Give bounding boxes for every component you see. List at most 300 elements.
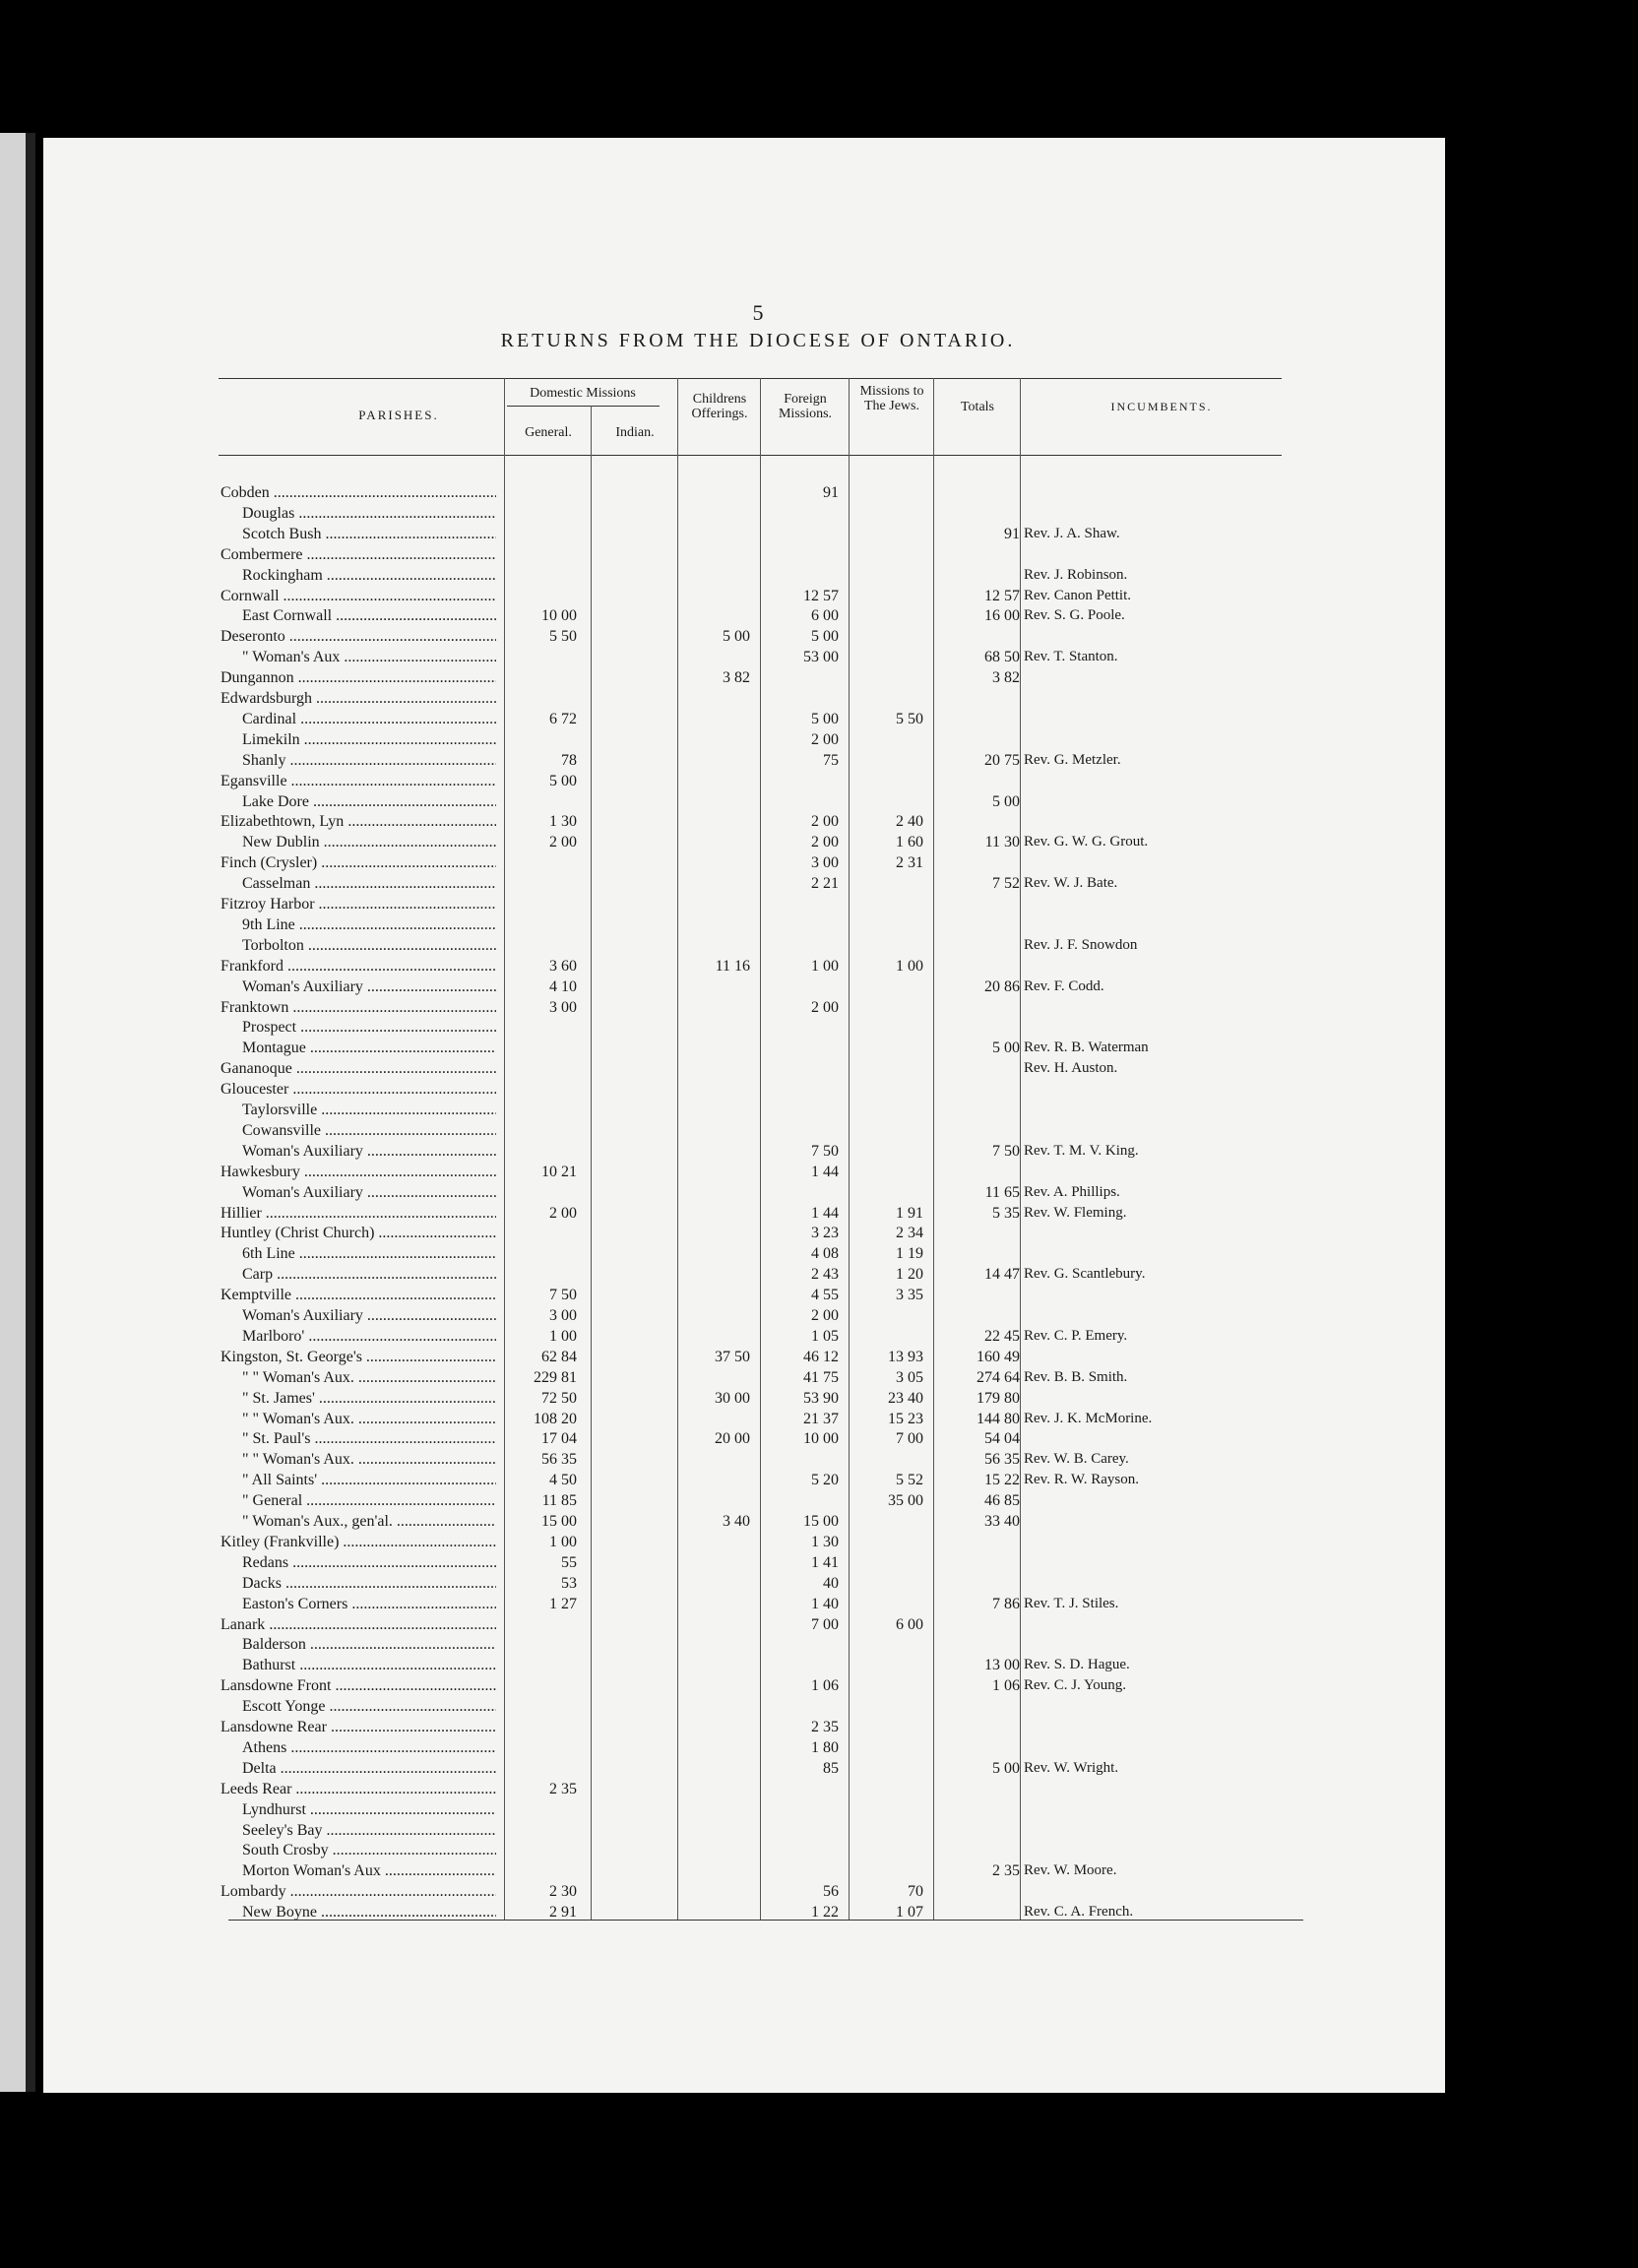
- jews-value: 15 23: [888, 1410, 923, 1427]
- table-row: [0, 1779, 1280, 1799]
- table-row: [0, 1594, 1280, 1614]
- parish-name: Shanly .....: [242, 750, 496, 771]
- table-row: [0, 832, 1280, 852]
- jews-value: 35 00: [888, 1492, 923, 1510]
- total-value: 2 35: [992, 1862, 1020, 1880]
- total-value: 5 00: [992, 1040, 1020, 1057]
- total-value: 68 50: [984, 649, 1020, 666]
- general-value: 17 04: [541, 1430, 577, 1448]
- parish-name: Combermere .....: [220, 544, 496, 565]
- parish-name: Huntley (Christ Church) .....: [220, 1223, 496, 1243]
- general-value: 62 84: [541, 1348, 577, 1365]
- table-row: [0, 1264, 1280, 1285]
- parish-name: Torbolton .....: [242, 935, 496, 956]
- parish-name: " " Woman's Aux. .....: [242, 1449, 496, 1470]
- table-row: [0, 626, 1280, 647]
- foreign-value: 56: [823, 1883, 839, 1901]
- foreign-value: 85: [823, 1759, 839, 1777]
- table-row: [0, 586, 1280, 606]
- foreign-value: 1 22: [811, 1904, 839, 1922]
- total-value: 16 00: [984, 607, 1020, 625]
- header-bottom-rule: [219, 455, 1282, 456]
- foreign-value: 1 05: [811, 1327, 839, 1345]
- total-value: 7 52: [992, 875, 1020, 893]
- total-value: 20 86: [984, 977, 1020, 995]
- general-value: 10 00: [541, 607, 577, 625]
- children-value: 20 00: [715, 1430, 750, 1448]
- parish-name: Frankford .....: [220, 956, 496, 976]
- incumbent-name: Rev. J. Robinson.: [1024, 566, 1128, 583]
- parish-name: Easton's Corners .....: [242, 1594, 496, 1614]
- foreign-value: 1 41: [811, 1553, 839, 1571]
- parish-name: Dungannon .....: [220, 667, 496, 688]
- parish-name: Rockingham .....: [242, 565, 496, 586]
- total-value: 91: [1004, 525, 1020, 542]
- table-row: [0, 1881, 1280, 1902]
- jews-value: 1 60: [896, 834, 923, 851]
- table-row: [0, 1717, 1280, 1737]
- foreign-value: 2 00: [811, 998, 839, 1016]
- parish-name: Kitley (Frankville) .....: [220, 1532, 496, 1552]
- incumbent-name: Rev. F. Codd.: [1024, 977, 1104, 994]
- general-value: 3 00: [549, 998, 577, 1016]
- table-row: [0, 873, 1280, 894]
- foreign-value: 2 21: [811, 875, 839, 893]
- parish-name: Limekiln .....: [242, 729, 496, 750]
- parish-name: " Woman's Aux .....: [242, 647, 496, 667]
- general-value: 56 35: [541, 1451, 577, 1469]
- jews-value: 1 00: [896, 957, 923, 975]
- page-title: RETURNS FROM THE DIOCESE OF ONTARIO.: [500, 330, 1016, 351]
- table-row: [0, 1223, 1280, 1243]
- parish-name: Gloucester .....: [220, 1079, 496, 1100]
- parish-name: Fitzroy Harbor .....: [220, 894, 496, 914]
- incumbent-name: Rev. S. G. Poole.: [1024, 607, 1125, 624]
- general-value: 2 00: [549, 1204, 577, 1222]
- incumbent-name: Rev. J. F. Snowdon: [1024, 936, 1138, 953]
- foreign-value: 40: [823, 1574, 839, 1592]
- foreign-value: 1 00: [811, 957, 839, 975]
- foreign-value: 2 43: [811, 1266, 839, 1284]
- table-row: [0, 1326, 1280, 1347]
- header-domestic: Domestic Missions: [530, 386, 636, 401]
- parish-name: Dacks .....: [242, 1573, 496, 1594]
- parish-name: Hawkesbury .....: [220, 1162, 496, 1182]
- table-row: [0, 1203, 1280, 1224]
- parish-name: " General .....: [242, 1490, 496, 1511]
- parish-name: " All Saints' .....: [242, 1470, 496, 1490]
- general-value: 2 35: [549, 1780, 577, 1797]
- general-value: 4 10: [549, 977, 577, 995]
- table-row: [0, 1285, 1280, 1305]
- general-value: 3 00: [549, 1307, 577, 1324]
- incumbent-name: Rev. T. M. V. King.: [1024, 1142, 1139, 1159]
- parish-name: " St. Paul's .....: [242, 1428, 496, 1449]
- incumbent-name: Rev. W. J. Bate.: [1024, 875, 1118, 892]
- table-row: [0, 524, 1280, 544]
- total-value: 179 80: [976, 1389, 1020, 1407]
- incumbent-name: Rev. H. Auston.: [1024, 1060, 1118, 1077]
- table-row: [0, 1490, 1280, 1511]
- incumbent-name: Rev. S. D. Hague.: [1024, 1657, 1130, 1673]
- table-row: [0, 894, 1280, 914]
- general-value: 7 50: [549, 1287, 577, 1304]
- table-row: [0, 1449, 1280, 1470]
- foreign-value: 21 37: [803, 1410, 839, 1427]
- parish-name: Lansdowne Front .....: [220, 1675, 496, 1696]
- table-row: [0, 997, 1280, 1018]
- foreign-value: 5 00: [811, 628, 839, 646]
- page-number: 5: [752, 300, 764, 325]
- parish-name: Kemptville .....: [220, 1285, 496, 1305]
- table-row: [0, 667, 1280, 688]
- table-row: [0, 565, 1280, 586]
- table-row: [0, 1573, 1280, 1594]
- total-value: 11 30: [984, 834, 1020, 851]
- table-row: [0, 1347, 1280, 1367]
- parish-name: Edwardsburgh .....: [220, 688, 496, 709]
- jews-value: 2 34: [896, 1225, 923, 1242]
- total-value: 144 80: [976, 1410, 1020, 1427]
- parish-name: South Crosby .....: [242, 1840, 496, 1860]
- table-row: [0, 1860, 1280, 1881]
- foreign-value: 10 00: [803, 1430, 839, 1448]
- foreign-value: 6 00: [811, 607, 839, 625]
- parish-name: 9th Line .....: [242, 914, 496, 935]
- children-value: 5 00: [723, 628, 750, 646]
- table-row: [0, 1614, 1280, 1635]
- total-value: 7 86: [992, 1595, 1020, 1612]
- parish-name: " St. James' .....: [242, 1388, 496, 1409]
- table-row: [0, 1243, 1280, 1264]
- parish-name: Woman's Auxiliary .....: [242, 1182, 496, 1203]
- parish-name: Scotch Bush .....: [242, 524, 496, 544]
- table-row: [0, 1675, 1280, 1696]
- jews-value: 3 05: [896, 1368, 923, 1386]
- table-row: [0, 1840, 1280, 1860]
- foreign-value: 5 00: [811, 710, 839, 727]
- foreign-value: 1 80: [811, 1738, 839, 1756]
- incumbent-name: Rev. J. K. McMorine.: [1024, 1410, 1153, 1426]
- parish-name: Bathurst .....: [242, 1655, 496, 1675]
- table-row: [0, 1017, 1280, 1038]
- foreign-value: 3 23: [811, 1225, 839, 1242]
- general-value: 3 60: [549, 957, 577, 975]
- foreign-value: 1 44: [811, 1163, 839, 1180]
- header-general: General.: [525, 425, 572, 440]
- foreign-value: 46 12: [803, 1348, 839, 1365]
- table-row: [0, 1511, 1280, 1532]
- parish-name: Redans .....: [242, 1552, 496, 1573]
- incumbent-name: Rev. C. P. Emery.: [1024, 1327, 1128, 1344]
- table-row: [0, 1552, 1280, 1573]
- parish-name: Woman's Auxiliary .....: [242, 1141, 496, 1162]
- general-value: 72 50: [541, 1389, 577, 1407]
- table-row: [0, 1428, 1280, 1449]
- foreign-value: 91: [823, 484, 839, 501]
- header-incumbents: INCUMBENTS.: [1110, 400, 1213, 413]
- total-value: 54 04: [984, 1430, 1020, 1448]
- foreign-value: 2 00: [811, 813, 839, 831]
- parish-name: New Boyne .....: [242, 1902, 496, 1922]
- foreign-value: 2 00: [811, 834, 839, 851]
- incumbent-name: Rev. T. Stanton.: [1024, 649, 1118, 665]
- parish-name: Prospect .....: [242, 1017, 496, 1038]
- table-row: [0, 956, 1280, 976]
- table-row: [0, 1758, 1280, 1779]
- foreign-value: 1 06: [811, 1677, 839, 1695]
- parish-name: East Cornwall .....: [242, 605, 496, 626]
- total-value: 56 35: [984, 1451, 1020, 1469]
- parish-name: Morton Woman's Aux .....: [242, 1860, 496, 1881]
- table-row: [0, 1162, 1280, 1182]
- children-value: 30 00: [715, 1389, 750, 1407]
- parish-name: Montague .....: [242, 1038, 496, 1058]
- incumbent-name: Rev. C. A. French.: [1024, 1904, 1134, 1921]
- total-value: 14 47: [984, 1266, 1020, 1284]
- table-row: [0, 1799, 1280, 1820]
- table-row: [0, 1696, 1280, 1717]
- parish-name: Woman's Auxiliary .....: [242, 976, 496, 997]
- parish-name: Finch (Crysler) .....: [220, 852, 496, 873]
- table-row: [0, 1634, 1280, 1655]
- jews-value: 1 07: [896, 1904, 923, 1922]
- parish-name: Cobden .....: [220, 482, 496, 503]
- total-value: 11 65: [984, 1183, 1020, 1201]
- jews-value: 13 93: [888, 1348, 923, 1365]
- foreign-value: 5 20: [811, 1472, 839, 1489]
- table-row: [0, 750, 1280, 771]
- children-value: 11 16: [715, 957, 750, 975]
- parish-name: Gananoque .....: [220, 1058, 496, 1079]
- table-row: [0, 1100, 1280, 1120]
- total-value: 5 35: [992, 1204, 1020, 1222]
- total-value: 5 00: [992, 1759, 1020, 1777]
- parish-name: Kingston, St. George's .....: [220, 1347, 496, 1367]
- general-value: 78: [561, 751, 577, 769]
- header-indian: Indian.: [615, 425, 655, 440]
- incumbent-name: Rev. G. Scantlebury.: [1024, 1266, 1146, 1283]
- table-row: [0, 1737, 1280, 1758]
- incumbent-name: Rev. R. B. Waterman: [1024, 1040, 1149, 1056]
- general-value: 108 20: [534, 1410, 577, 1427]
- foreign-value: 4 55: [811, 1287, 839, 1304]
- foreign-value: 7 50: [811, 1142, 839, 1160]
- table-row: [0, 709, 1280, 729]
- children-value: 37 50: [715, 1348, 750, 1365]
- general-value: 15 00: [541, 1513, 577, 1530]
- parish-name: " " Woman's Aux. .....: [242, 1409, 496, 1429]
- table-row: [0, 852, 1280, 873]
- table-row: [0, 605, 1280, 626]
- table-row: [0, 791, 1280, 812]
- incumbent-name: Rev. T. J. Stiles.: [1024, 1595, 1119, 1611]
- foreign-value: 2 00: [811, 1307, 839, 1324]
- domestic-underline: [507, 406, 660, 407]
- jews-value: 1 19: [896, 1245, 923, 1263]
- general-value: 10 21: [541, 1163, 577, 1180]
- table-row: [0, 1038, 1280, 1058]
- jews-value: 2 31: [896, 854, 923, 872]
- parish-name: Cornwall .....: [220, 586, 496, 606]
- parish-name: Lanark .....: [220, 1614, 496, 1635]
- parish-name: Leeds Rear .....: [220, 1779, 496, 1799]
- table-row: [0, 914, 1280, 935]
- incumbent-name: Rev. W. Wright.: [1024, 1759, 1119, 1776]
- incumbent-name: Rev. J. A. Shaw.: [1024, 525, 1120, 541]
- jews-value: 5 50: [896, 710, 923, 727]
- foreign-value: 15 00: [803, 1513, 839, 1530]
- table-row: [0, 729, 1280, 750]
- table-row: [0, 1655, 1280, 1675]
- general-value: 1 30: [549, 813, 577, 831]
- foreign-value: 3 00: [811, 854, 839, 872]
- general-value: 11 85: [541, 1492, 577, 1510]
- incumbent-name: Rev. C. J. Young.: [1024, 1677, 1127, 1694]
- foreign-value: 1 44: [811, 1204, 839, 1222]
- parish-name: Casselman .....: [242, 873, 496, 894]
- incumbent-name: Rev. R. W. Rayson.: [1024, 1472, 1139, 1488]
- general-value: 5 00: [549, 772, 577, 789]
- table-row: [0, 976, 1280, 997]
- table-row: [0, 1305, 1280, 1326]
- table-row: [0, 1470, 1280, 1490]
- parish-name: New Dublin .....: [242, 832, 496, 852]
- parish-name: Douglas .....: [242, 503, 496, 524]
- header-jews: Missions to The Jews.: [859, 384, 924, 413]
- table-row: [0, 482, 1280, 503]
- header-totals: Totals: [960, 400, 994, 414]
- foreign-value: 75: [823, 751, 839, 769]
- table-row: [0, 1120, 1280, 1141]
- incumbent-name: Rev. Canon Pettit.: [1024, 587, 1132, 603]
- parish-name: Lyndhurst .....: [242, 1799, 496, 1820]
- table-row: [0, 811, 1280, 832]
- total-value: 15 22: [984, 1472, 1020, 1489]
- general-value: 1 27: [549, 1595, 577, 1612]
- table-row: [0, 647, 1280, 667]
- table-row: [0, 688, 1280, 709]
- header-parishes: PARISHES.: [358, 408, 439, 422]
- parish-name: Deseronto .....: [220, 626, 496, 647]
- parish-name: Cowansville .....: [242, 1120, 496, 1141]
- table-row: [0, 1388, 1280, 1409]
- table-row: [0, 1141, 1280, 1162]
- header-top-rule: [219, 378, 1282, 379]
- total-value: 1 06: [992, 1677, 1020, 1695]
- total-value: 3 82: [992, 669, 1020, 687]
- parish-name: Carp .....: [242, 1264, 496, 1285]
- foreign-value: 1 40: [811, 1595, 839, 1612]
- foreign-value: 12 57: [803, 587, 839, 604]
- foreign-value: 53 00: [803, 649, 839, 666]
- table-row: [0, 1367, 1280, 1388]
- total-value: 13 00: [984, 1657, 1020, 1674]
- incumbent-name: Rev. W. Moore.: [1024, 1862, 1117, 1879]
- foreign-value: 2 00: [811, 730, 839, 748]
- general-value: 2 00: [549, 834, 577, 851]
- general-value: 5 50: [549, 628, 577, 646]
- parish-name: Seeley's Bay .....: [242, 1820, 496, 1841]
- general-value: 229 81: [534, 1368, 577, 1386]
- parish-name: Balderson .....: [242, 1634, 496, 1655]
- parish-name: " Woman's Aux., gen'al. .....: [242, 1511, 496, 1532]
- total-value: 22 45: [984, 1327, 1020, 1345]
- parish-name: Marlboro' .....: [242, 1326, 496, 1347]
- general-value: 6 72: [549, 710, 577, 727]
- parish-name: Athens .....: [242, 1737, 496, 1758]
- parish-name: Cardinal .....: [242, 709, 496, 729]
- general-value: 2 30: [549, 1883, 577, 1901]
- table-row: [0, 935, 1280, 956]
- incumbent-name: Rev. W. B. Carey.: [1024, 1451, 1129, 1468]
- foreign-value: 7 00: [811, 1615, 839, 1633]
- table-row: [0, 1079, 1280, 1100]
- general-value: 55: [561, 1553, 577, 1571]
- total-value: 12 57: [984, 587, 1020, 604]
- foreign-value: 53 90: [803, 1389, 839, 1407]
- parish-name: Woman's Auxiliary .....: [242, 1305, 496, 1326]
- jews-value: 3 35: [896, 1287, 923, 1304]
- parish-name: Hillier .....: [220, 1203, 496, 1224]
- jews-value: 2 40: [896, 813, 923, 831]
- foreign-value: 41 75: [803, 1368, 839, 1386]
- total-value: 20 75: [984, 751, 1020, 769]
- parish-name: Lombardy .....: [220, 1881, 496, 1902]
- header-foreign: Foreign Missions.: [778, 392, 833, 421]
- table-row: [0, 1820, 1280, 1841]
- table-row: [0, 503, 1280, 524]
- parish-name: Delta .....: [242, 1758, 496, 1779]
- header-children: Childrens Offerings.: [691, 392, 748, 421]
- general-value: 53: [561, 1574, 577, 1592]
- parish-name: Elizabethtown, Lyn .....: [220, 811, 496, 832]
- jews-value: 1 91: [896, 1204, 923, 1222]
- table-row: [0, 1532, 1280, 1552]
- general-value: 1 00: [549, 1533, 577, 1550]
- table-row: [0, 1409, 1280, 1429]
- jews-value: 70: [908, 1883, 923, 1901]
- total-value: 46 85: [984, 1492, 1020, 1510]
- incumbent-name: Rev. G. W. G. Grout.: [1024, 834, 1149, 850]
- parish-name: Lake Dore .....: [242, 791, 496, 812]
- parish-name: Taylorsville .....: [242, 1100, 496, 1120]
- table-row: [0, 771, 1280, 791]
- incumbent-name: Rev. G. Metzler.: [1024, 751, 1121, 768]
- total-value: 33 40: [984, 1513, 1020, 1530]
- total-value: 160 49: [976, 1348, 1020, 1365]
- foreign-value: 4 08: [811, 1245, 839, 1263]
- incumbent-name: Rev. A. Phillips.: [1024, 1183, 1120, 1200]
- incumbent-name: Rev. W. Fleming.: [1024, 1204, 1127, 1221]
- parish-name: Franktown .....: [220, 997, 496, 1018]
- jews-value: 23 40: [888, 1389, 923, 1407]
- total-value: 274 64: [976, 1368, 1020, 1386]
- total-value: 5 00: [992, 792, 1020, 810]
- parish-name: Lansdowne Rear .....: [220, 1717, 496, 1737]
- table-row: [0, 544, 1280, 565]
- parish-name: Egansville .....: [220, 771, 496, 791]
- jews-value: 1 20: [896, 1266, 923, 1284]
- parish-name: Escott Yonge .....: [242, 1696, 496, 1717]
- general-value: 2 91: [549, 1904, 577, 1922]
- parish-name: " " Woman's Aux. .....: [242, 1367, 496, 1388]
- jews-value: 5 52: [896, 1472, 923, 1489]
- table-row: [0, 1902, 1280, 1922]
- general-value: 4 50: [549, 1472, 577, 1489]
- children-value: 3 82: [723, 669, 750, 687]
- jews-value: 6 00: [896, 1615, 923, 1633]
